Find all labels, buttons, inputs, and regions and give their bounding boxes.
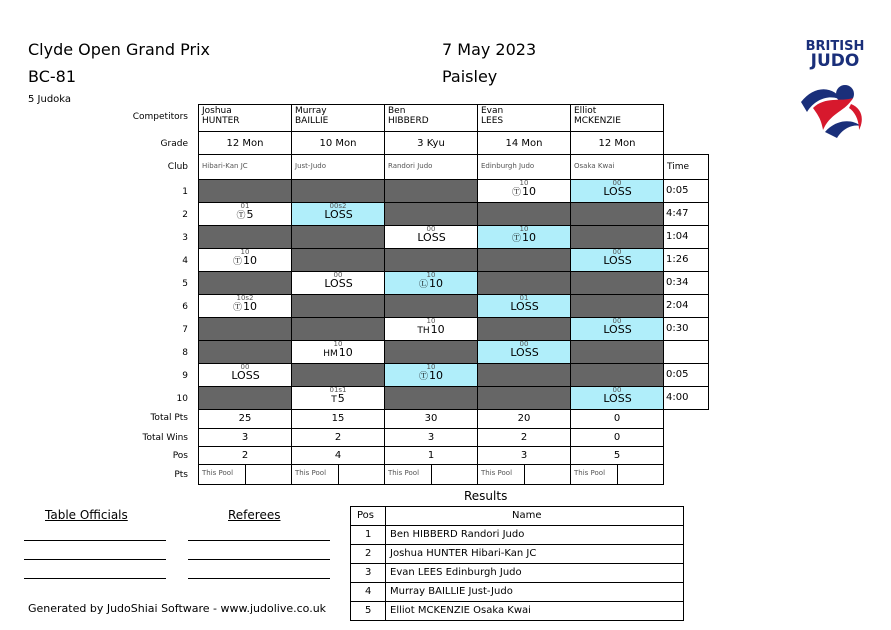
match-result-cell	[291, 386, 385, 410]
grade-value: 12 Mon	[598, 137, 636, 149]
match-result	[199, 254, 291, 267]
match-result-cell	[198, 202, 292, 226]
match-result	[478, 185, 570, 198]
match-time: 0:34	[666, 277, 689, 288]
empty-cell	[570, 202, 664, 226]
match-result-cell	[570, 317, 664, 341]
technique-mark: Ⓣ	[236, 211, 246, 221]
total-wins-value: 2	[334, 432, 342, 443]
competitor-name	[574, 106, 621, 126]
results-name-cell-text: Murray BAILLIE Just-Judo	[390, 586, 513, 597]
match-result-cell	[198, 294, 292, 318]
total-wins-cell	[384, 428, 478, 447]
match-points: LOSS	[324, 208, 353, 221]
results-pos-cell-text: 3	[365, 567, 372, 578]
match-result-cell	[198, 248, 292, 272]
signature-line	[24, 559, 166, 560]
match-points: LOSS	[510, 346, 539, 359]
empty-cell	[291, 248, 385, 272]
score-code: 10s2	[236, 294, 254, 302]
judoka-count: 5 Judoka	[28, 94, 72, 105]
score-code: 01s1	[329, 386, 347, 394]
total-wins-cell	[198, 428, 292, 447]
empty-cell	[198, 225, 292, 249]
match-result-cell	[384, 225, 478, 249]
pos-value: 5	[613, 450, 621, 461]
referees-heading: Referees	[228, 508, 281, 522]
grade-cell	[291, 131, 385, 155]
match-result	[292, 277, 384, 290]
empty-cell	[291, 317, 385, 341]
score-code: 00	[333, 271, 343, 279]
club-cell	[570, 154, 664, 180]
logo-text-british: BRITISH	[805, 39, 865, 54]
match-result	[385, 369, 477, 382]
logo-text-judo: JUDO	[810, 51, 860, 71]
match-number: 2	[182, 210, 188, 220]
empty-cell	[384, 179, 478, 203]
pool-points-cell	[245, 464, 292, 485]
match-time: 2:04	[666, 300, 689, 311]
empty-cell	[198, 317, 292, 341]
match-time-cell	[663, 271, 709, 295]
technique-mark: T	[331, 395, 337, 405]
match-result-cell	[477, 179, 571, 203]
label-total-pts: Total Pts	[150, 413, 188, 423]
match-number: 4	[182, 256, 188, 266]
results-name-cell-text: Joshua HUNTER Hibari-Kan JC	[390, 548, 537, 559]
first-name: Murray	[295, 106, 327, 116]
competitor-name	[481, 106, 503, 126]
total-wins-value: 2	[520, 432, 528, 443]
empty-cell	[291, 363, 385, 387]
match-result-cell	[570, 248, 664, 272]
results-pos-cell	[350, 582, 386, 602]
signature-line	[24, 540, 166, 541]
results-name-cell-text: Evan LEES Edinburgh Judo	[390, 567, 522, 578]
results-pos-cell	[350, 544, 386, 564]
club-name: Hibari-Kan JC	[202, 162, 248, 170]
score-code: 00	[612, 386, 622, 394]
results-name-header-text: Name	[512, 510, 542, 521]
match-result	[571, 323, 663, 336]
total-pts-cell	[477, 408, 571, 429]
total-wins-value: 3	[241, 432, 249, 443]
empty-cell	[477, 363, 571, 387]
results-name-header	[385, 506, 684, 526]
match-points: 10	[430, 323, 445, 336]
empty-cell	[384, 202, 478, 226]
match-points: 10	[338, 346, 353, 359]
match-points: 10	[243, 300, 257, 313]
pool-points-cell	[524, 464, 571, 485]
last-name: BAILLIE	[295, 116, 329, 126]
results-pos-cell-text: 2	[365, 548, 372, 559]
empty-cell	[570, 363, 664, 387]
score-code: 00	[612, 317, 622, 325]
score-code: 10	[240, 248, 250, 256]
score-code: 00	[426, 225, 436, 233]
pos-cell	[570, 446, 664, 465]
competitor-name-cell	[291, 104, 385, 132]
score-code: 10	[519, 225, 529, 233]
competitor-name-cell	[384, 104, 478, 132]
label-grade: Grade	[160, 139, 188, 149]
total-pts-cell	[198, 408, 292, 429]
match-points: 10	[243, 254, 257, 267]
empty-cell	[477, 317, 571, 341]
results-pos-cell-text: 4	[365, 586, 372, 597]
competitor-name-cell	[198, 104, 292, 132]
event-location: Paisley	[442, 67, 498, 86]
empty-cell	[570, 271, 664, 295]
empty-cell	[384, 294, 478, 318]
pos-value: 3	[520, 450, 528, 461]
match-number: 5	[182, 279, 188, 289]
results-name-cell-text: Elliot MCKENZIE Osaka Kwai	[390, 605, 531, 616]
results-name-cell	[385, 601, 684, 621]
this-pool-label: This Pool	[574, 469, 606, 477]
match-number: 8	[182, 348, 188, 358]
match-result-cell	[198, 363, 292, 387]
technique-mark: Ⓣ	[232, 257, 242, 267]
empty-cell	[477, 202, 571, 226]
competitor-name	[202, 106, 240, 126]
match-number: 3	[182, 233, 188, 243]
match-time: 4:47	[666, 208, 689, 219]
results-pos-header-text: Pos	[357, 510, 375, 521]
pool-points-cell	[338, 464, 385, 485]
total-pts-cell	[384, 408, 478, 429]
match-time-cell	[663, 386, 709, 410]
match-result-cell	[477, 340, 571, 364]
match-result	[385, 277, 477, 290]
this-pool-label: This Pool	[202, 469, 234, 477]
club-cell	[291, 154, 385, 180]
match-result-cell	[570, 386, 664, 410]
time-header: Time	[667, 162, 690, 172]
total-wins-cell	[291, 428, 385, 447]
match-time: 0:30	[666, 323, 689, 334]
match-result-cell	[291, 340, 385, 364]
club-name: Just-Judo	[295, 162, 327, 170]
score-code: 10	[333, 340, 343, 348]
score-code: 10	[426, 317, 436, 325]
label-competitors: Competitors	[132, 112, 188, 122]
match-result	[478, 300, 570, 313]
match-result-cell	[570, 179, 664, 203]
score-code: 10	[426, 271, 436, 279]
total-pts-cell	[570, 408, 664, 429]
results-pos-header	[350, 506, 386, 526]
empty-cell	[291, 179, 385, 203]
this-pool-label: This Pool	[388, 469, 420, 477]
match-result-cell	[291, 202, 385, 226]
match-result	[385, 231, 477, 244]
judoka-emblem-icon	[795, 72, 875, 152]
match-points: LOSS	[603, 254, 632, 267]
empty-cell	[570, 294, 664, 318]
label-club: Club	[167, 162, 188, 172]
match-result-cell	[477, 225, 571, 249]
match-number: 6	[182, 302, 188, 312]
grade-cell	[570, 131, 664, 155]
match-number: 10	[176, 394, 188, 404]
match-time-cell	[663, 179, 709, 203]
pool-points-cell	[431, 464, 478, 485]
match-points: 10	[522, 231, 536, 244]
total-pts-value: 30	[424, 413, 438, 424]
grade-cell	[384, 131, 478, 155]
technique-mark: HM	[323, 349, 338, 359]
grade-value: 12 Mon	[226, 137, 264, 149]
last-name: LEES	[481, 116, 504, 126]
grade-value: 10 Mon	[319, 137, 357, 149]
empty-cell	[384, 386, 478, 410]
total-wins-value: 0	[613, 432, 621, 443]
label-total-wins: Total Wins	[142, 433, 188, 443]
match-result	[199, 369, 291, 382]
results-name-cell	[385, 563, 684, 583]
label-pts: Pts	[174, 470, 188, 480]
this-pool-cell	[477, 464, 525, 485]
empty-cell	[198, 386, 292, 410]
competitor-name-cell	[570, 104, 664, 132]
match-result	[571, 254, 663, 267]
score-code: 00	[519, 340, 529, 348]
total-wins-cell	[477, 428, 571, 447]
match-time-cell	[663, 340, 709, 364]
match-points: LOSS	[603, 323, 632, 336]
signature-line	[188, 578, 330, 579]
this-pool-cell	[198, 464, 246, 485]
match-result-cell	[477, 294, 571, 318]
empty-cell	[477, 248, 571, 272]
technique-mark: Ⓣ	[511, 234, 521, 244]
score-code: 00	[612, 179, 622, 187]
empty-cell	[198, 340, 292, 364]
competitor-name	[388, 106, 429, 126]
match-time: 0:05	[666, 185, 689, 196]
results-name-cell	[385, 544, 684, 564]
empty-cell	[384, 340, 478, 364]
category-label: BC-81	[28, 67, 76, 86]
match-points: 10	[522, 185, 536, 198]
match-points: 5	[246, 208, 254, 221]
empty-cell	[291, 225, 385, 249]
grade-value: 3 Kyu	[417, 137, 445, 149]
match-time-cell	[663, 202, 709, 226]
match-result	[292, 208, 384, 221]
total-pts-value: 20	[517, 413, 531, 424]
score-code: 00s2	[329, 202, 347, 210]
match-time: 0:05	[666, 369, 689, 380]
score-code: 10	[519, 179, 529, 187]
match-time: 1:04	[666, 231, 689, 242]
total-pts-cell	[291, 408, 385, 429]
results-pos-cell	[350, 525, 386, 545]
match-points: 5	[337, 392, 345, 405]
competitor-name	[295, 106, 328, 126]
results-pos-cell	[350, 563, 386, 583]
match-number: 7	[182, 325, 188, 335]
match-time: 1:26	[666, 254, 689, 265]
empty-cell	[384, 248, 478, 272]
tournament-title: Clyde Open Grand Prix	[28, 40, 211, 59]
match-result-cell	[384, 363, 478, 387]
match-time: 4:00	[666, 392, 689, 403]
results-name-cell-text: Ben HIBBERD Randori Judo	[390, 529, 525, 540]
last-name: HIBBERD	[388, 116, 429, 126]
match-time-cell	[663, 294, 709, 318]
total-wins-cell	[570, 428, 664, 447]
club-name: Osaka Kwai	[574, 162, 615, 170]
match-time-cell	[663, 363, 709, 387]
signature-line	[24, 578, 166, 579]
match-result	[199, 300, 291, 313]
pos-value: 2	[241, 450, 249, 461]
first-name: Ben	[388, 106, 406, 116]
match-result-cell	[291, 271, 385, 295]
results-pos-cell-text: 5	[365, 605, 372, 616]
match-result	[199, 208, 291, 221]
score-code: 00	[240, 363, 250, 371]
results-pos-cell-text: 1	[365, 529, 372, 540]
technique-mark: TH	[417, 326, 430, 336]
match-points: LOSS	[324, 277, 353, 290]
club-cell	[477, 154, 571, 180]
grade-cell	[477, 131, 571, 155]
match-result-cell	[384, 317, 478, 341]
total-pts-value: 25	[238, 413, 252, 424]
footer-credit: Generated by JudoShiai Software - www.judolive.co.uk	[28, 602, 327, 615]
score-code: 01	[519, 294, 529, 302]
match-result	[385, 323, 477, 336]
technique-mark: Ⓛ	[418, 280, 428, 290]
grade-cell	[198, 131, 292, 155]
empty-cell	[477, 386, 571, 410]
technique-mark: Ⓣ	[418, 372, 428, 382]
match-number: 1	[182, 187, 188, 197]
results-pos-cell	[350, 601, 386, 621]
pool-points-cell	[617, 464, 664, 485]
first-name: Evan	[481, 106, 504, 116]
empty-cell	[570, 340, 664, 364]
signature-line	[188, 559, 330, 560]
empty-cell	[477, 271, 571, 295]
table-officials-heading: Table Officials	[45, 508, 128, 522]
match-points: LOSS	[603, 392, 632, 405]
pos-value: 1	[427, 450, 435, 461]
score-code: 00	[612, 248, 622, 256]
pos-cell	[384, 446, 478, 465]
total-wins-value: 3	[427, 432, 435, 443]
empty-cell	[198, 179, 292, 203]
technique-mark: Ⓣ	[511, 188, 521, 198]
results-name-cell	[385, 525, 684, 545]
match-points: 10	[429, 277, 443, 290]
match-result	[571, 185, 663, 198]
match-result	[478, 346, 570, 359]
competitor-name-cell	[477, 104, 571, 132]
match-time-cell	[663, 225, 709, 249]
total-pts-value: 0	[613, 413, 621, 424]
signature-line	[188, 540, 330, 541]
label-pos: Pos	[172, 451, 188, 461]
first-name: Joshua	[202, 106, 232, 116]
results-name-cell	[385, 582, 684, 602]
score-code: 01	[240, 202, 250, 210]
match-result-cell	[384, 271, 478, 295]
technique-mark: Ⓣ	[232, 303, 242, 313]
match-result	[292, 346, 384, 359]
event-date: 7 May 2023	[442, 40, 537, 59]
match-points: LOSS	[603, 185, 632, 198]
last-name: MCKENZIE	[574, 116, 621, 126]
match-points: 10	[429, 369, 443, 382]
match-time-cell	[663, 248, 709, 272]
match-points: LOSS	[231, 369, 260, 382]
match-result	[292, 392, 384, 405]
british-judo-logo	[795, 40, 875, 160]
pos-cell	[291, 446, 385, 465]
pos-cell	[198, 446, 292, 465]
empty-cell	[570, 225, 664, 249]
time-header-cell	[663, 154, 709, 180]
match-result	[571, 392, 663, 405]
club-name: Edinburgh Judo	[481, 162, 535, 170]
score-code: 10	[426, 363, 436, 371]
results-heading: Results	[464, 489, 508, 503]
club-cell	[198, 154, 292, 180]
this-pool-label: This Pool	[481, 469, 513, 477]
this-pool-label: This Pool	[295, 469, 327, 477]
match-points: LOSS	[417, 231, 446, 244]
empty-cell	[198, 271, 292, 295]
empty-cell	[291, 294, 385, 318]
pos-value: 4	[334, 450, 342, 461]
club-name: Randori Judo	[388, 162, 433, 170]
club-cell	[384, 154, 478, 180]
this-pool-cell	[384, 464, 432, 485]
match-result	[478, 231, 570, 244]
this-pool-cell	[291, 464, 339, 485]
total-pts-value: 15	[331, 413, 345, 424]
last-name: HUNTER	[202, 116, 240, 126]
this-pool-cell	[570, 464, 618, 485]
grade-value: 14 Mon	[505, 137, 543, 149]
match-number: 9	[182, 371, 188, 381]
pos-cell	[477, 446, 571, 465]
match-time-cell	[663, 317, 709, 341]
first-name: Elliot	[574, 106, 597, 116]
match-points: LOSS	[510, 300, 539, 313]
